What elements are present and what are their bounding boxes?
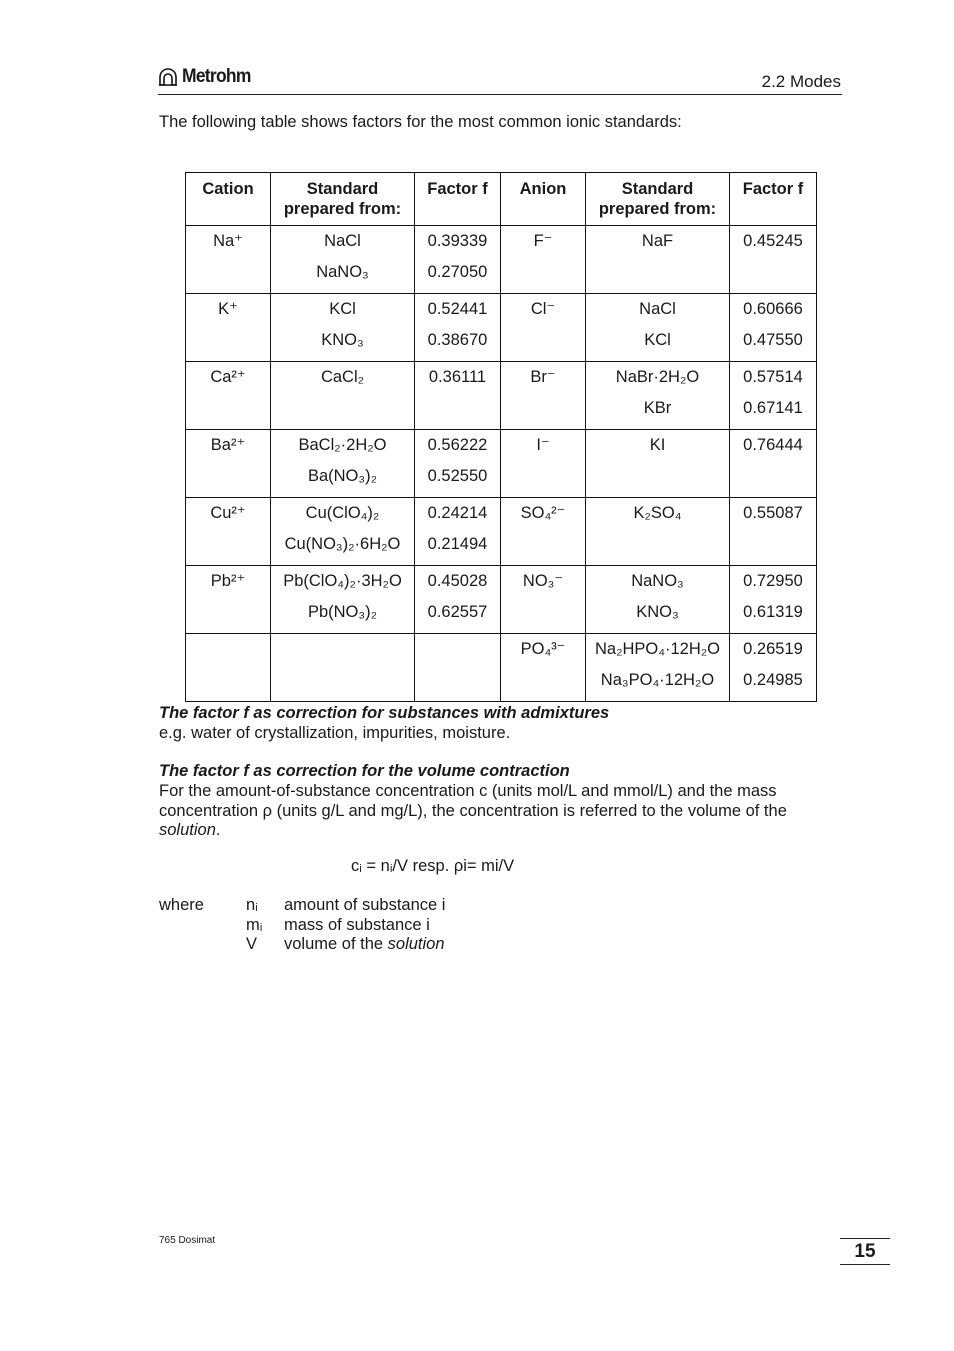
anion-standard-cell (586, 634, 730, 702)
cell-line: 0.26519 (743, 640, 803, 658)
cation-factor-cell (415, 226, 501, 294)
concentration-formula: cᵢ = nᵢ/V resp. ρi= mi/V (351, 857, 515, 875)
cell-line: NaBr·2H₂O (615, 368, 700, 386)
cation-standard-cell (271, 498, 415, 566)
anion-factor-cell (730, 498, 817, 566)
cell-line: NO₃⁻ (522, 572, 564, 590)
cell-line: Pb(ClO₄)₂·3H₂O (283, 572, 402, 590)
where-emphasis: solution (387, 935, 445, 953)
cell-line: Cl⁻ (530, 300, 556, 318)
where-description: amount of substance i (284, 896, 446, 914)
anion-factor-cell (730, 634, 817, 702)
cell-line: NaF (641, 232, 674, 250)
cell-line: 0.57514 (743, 368, 803, 386)
cation-cell (186, 634, 271, 702)
where-symbol: nᵢ (246, 896, 258, 914)
anion-cell (501, 294, 586, 362)
metrohm-logo (158, 66, 257, 88)
volume-text (159, 782, 829, 841)
cell-line: NaCl (324, 232, 361, 250)
cell-line: Ca²⁺ (210, 368, 246, 386)
footer-product: 765 Dosimat (159, 1235, 216, 1246)
where-symbol: V (246, 935, 258, 953)
anion-standard-cell (586, 498, 730, 566)
anion-factor-cell (730, 226, 817, 294)
cation-standard-cell (271, 362, 415, 430)
cation-standard-cell (271, 430, 415, 498)
cation-standard-cell (271, 566, 415, 634)
table-header-row (186, 173, 817, 226)
cation-standard-cell (271, 294, 415, 362)
intro-text: The following table shows factors for the most common ionic standards: (159, 113, 682, 131)
page-number: 15 (840, 1238, 890, 1265)
cell-line: Pb(NO₃)₂ (307, 603, 378, 621)
cell-line: 0.39339 (427, 232, 488, 250)
where-description: mass of substance i (284, 916, 430, 934)
cell-line: F⁻ (533, 232, 553, 250)
metrohm-logo-icon (158, 67, 178, 87)
anion-standard-cell (586, 294, 730, 362)
cell-line: BaCl₂·2H₂O (298, 436, 387, 454)
cell-line: KI (649, 436, 666, 454)
where-item (246, 935, 445, 954)
cell-line: KBr (643, 399, 672, 417)
anion-cell (501, 226, 586, 294)
cell-line: 0.55087 (743, 504, 803, 522)
cell-line: Br⁻ (530, 368, 556, 386)
volume-heading: The factor f as correction for the volume contraction (159, 762, 570, 780)
anion-cell (501, 566, 586, 634)
cell-line: 0.60666 (743, 300, 803, 318)
col-header-cation-standard: Standard prepared from: (271, 173, 415, 226)
col-header-cation-factor: Factor f (415, 173, 501, 226)
cell-line: Na₃PO₄·12H₂O (600, 671, 715, 689)
cell-line: NaNO₃ (631, 572, 684, 590)
cell-line: KCl (644, 331, 671, 349)
cell-line: PO₄³⁻ (520, 640, 566, 658)
factor-table (185, 172, 817, 702)
cell-line: 0.45028 (427, 572, 488, 590)
where-item (246, 896, 445, 915)
anion-standard-cell (586, 430, 730, 498)
cell-line: 0.21494 (427, 535, 488, 553)
cell-line: Cu²⁺ (210, 504, 246, 522)
table-row (186, 294, 817, 362)
cell-line: KNO₃ (636, 603, 679, 621)
cell-line: SO₄²⁻ (520, 504, 566, 522)
cell-line: 0.72950 (743, 572, 803, 590)
cation-factor-cell (415, 498, 501, 566)
cation-factor-cell (415, 634, 501, 702)
cation-factor-cell (415, 566, 501, 634)
cell-line: NaCl (639, 300, 676, 318)
cation-cell (186, 498, 271, 566)
cation-factor-cell (415, 362, 501, 430)
logo-text: Metrohm (182, 66, 251, 87)
col-header-anion: Anion (501, 173, 586, 226)
cell-line: NaNO₃ (316, 263, 369, 281)
anion-factor-cell (730, 566, 817, 634)
anion-standard-cell (586, 226, 730, 294)
anion-cell (501, 498, 586, 566)
cell-line: Na₂HPO₄·12H₂O (595, 640, 720, 658)
anion-factor-cell (730, 294, 817, 362)
cation-cell (186, 226, 271, 294)
cell-line: I⁻ (536, 436, 550, 454)
cation-factor-cell (415, 294, 501, 362)
cell-line: 0.67141 (743, 399, 803, 417)
cell-line: 0.38670 (427, 331, 488, 349)
where-item (246, 916, 430, 935)
cell-line: Ba(NO₃)₂ (307, 467, 378, 485)
admixtures-text: e.g. water of crystallization, impurities, moisture. (159, 724, 511, 742)
table-row (186, 430, 817, 498)
cell-line: CaCl₂ (320, 368, 365, 386)
cation-cell (186, 566, 271, 634)
cell-line: Ba²⁺ (210, 436, 246, 454)
cell-line: 0.62557 (427, 603, 488, 621)
cell-line: 0.47550 (743, 331, 803, 349)
cation-standard-cell (271, 226, 415, 294)
cell-line: 0.24214 (427, 504, 488, 522)
anion-cell (501, 430, 586, 498)
cell-line: KNO₃ (321, 331, 364, 349)
cation-cell (186, 294, 271, 362)
col-header-anion-factor: Factor f (730, 173, 817, 226)
volume-text-end: . (215, 821, 221, 839)
where-label: where (159, 896, 204, 914)
cell-line: 0.27050 (427, 263, 488, 281)
cell-line: 0.52550 (427, 467, 488, 485)
anion-cell (501, 362, 586, 430)
cell-line: 0.36111 (428, 368, 487, 386)
cell-line: Cu(ClO₄)₂ (305, 504, 380, 522)
cell-line: 0.45245 (743, 232, 803, 250)
anion-cell (501, 634, 586, 702)
table-row (186, 362, 817, 430)
cell-line: K₂SO₄ (633, 504, 682, 522)
cell-line: 0.52441 (427, 300, 488, 318)
cell-line: K⁺ (218, 300, 238, 318)
cation-cell (186, 430, 271, 498)
table-row (186, 634, 817, 702)
cell-line (188, 639, 268, 670)
cell-line: Na⁺ (213, 232, 243, 250)
anion-factor-cell (730, 362, 817, 430)
cation-factor-cell (415, 430, 501, 498)
table-row (186, 498, 817, 566)
table-row (186, 226, 817, 294)
cell-line: 0.76444 (743, 436, 803, 454)
admixtures-heading: The factor f as correction for substances with admixtures (159, 704, 610, 722)
anion-standard-cell (586, 566, 730, 634)
volume-text-body: For the amount-of-substance concentration c (units mol/L and mmol/L) and the mass concentration ρ (units g/L and mg/L), the concentration is referred to the volume of the (159, 782, 787, 820)
cell-line: 0.24985 (743, 671, 803, 689)
col-header-cation: Cation (186, 173, 271, 226)
where-symbol: mᵢ (246, 916, 263, 934)
cation-cell (186, 362, 271, 430)
anion-factor-cell (730, 430, 817, 498)
anion-standard-cell (586, 362, 730, 430)
col-header-anion-standard: Standard prepared from: (586, 173, 730, 226)
volume-text-emphasis: solution (159, 821, 216, 839)
cell-line: KCl (329, 300, 356, 318)
cell-line: 0.56222 (427, 436, 488, 454)
cation-standard-cell (271, 634, 415, 702)
cell-line: 0.61319 (743, 603, 803, 621)
cell-line: Pb²⁺ (210, 572, 246, 590)
section-title: 2.2 Modes (761, 72, 841, 91)
table-row (186, 566, 817, 634)
cell-line: Cu(NO₃)₂·6H₂O (284, 535, 401, 553)
page-header (158, 66, 842, 95)
where-description: volume of the (284, 935, 384, 953)
